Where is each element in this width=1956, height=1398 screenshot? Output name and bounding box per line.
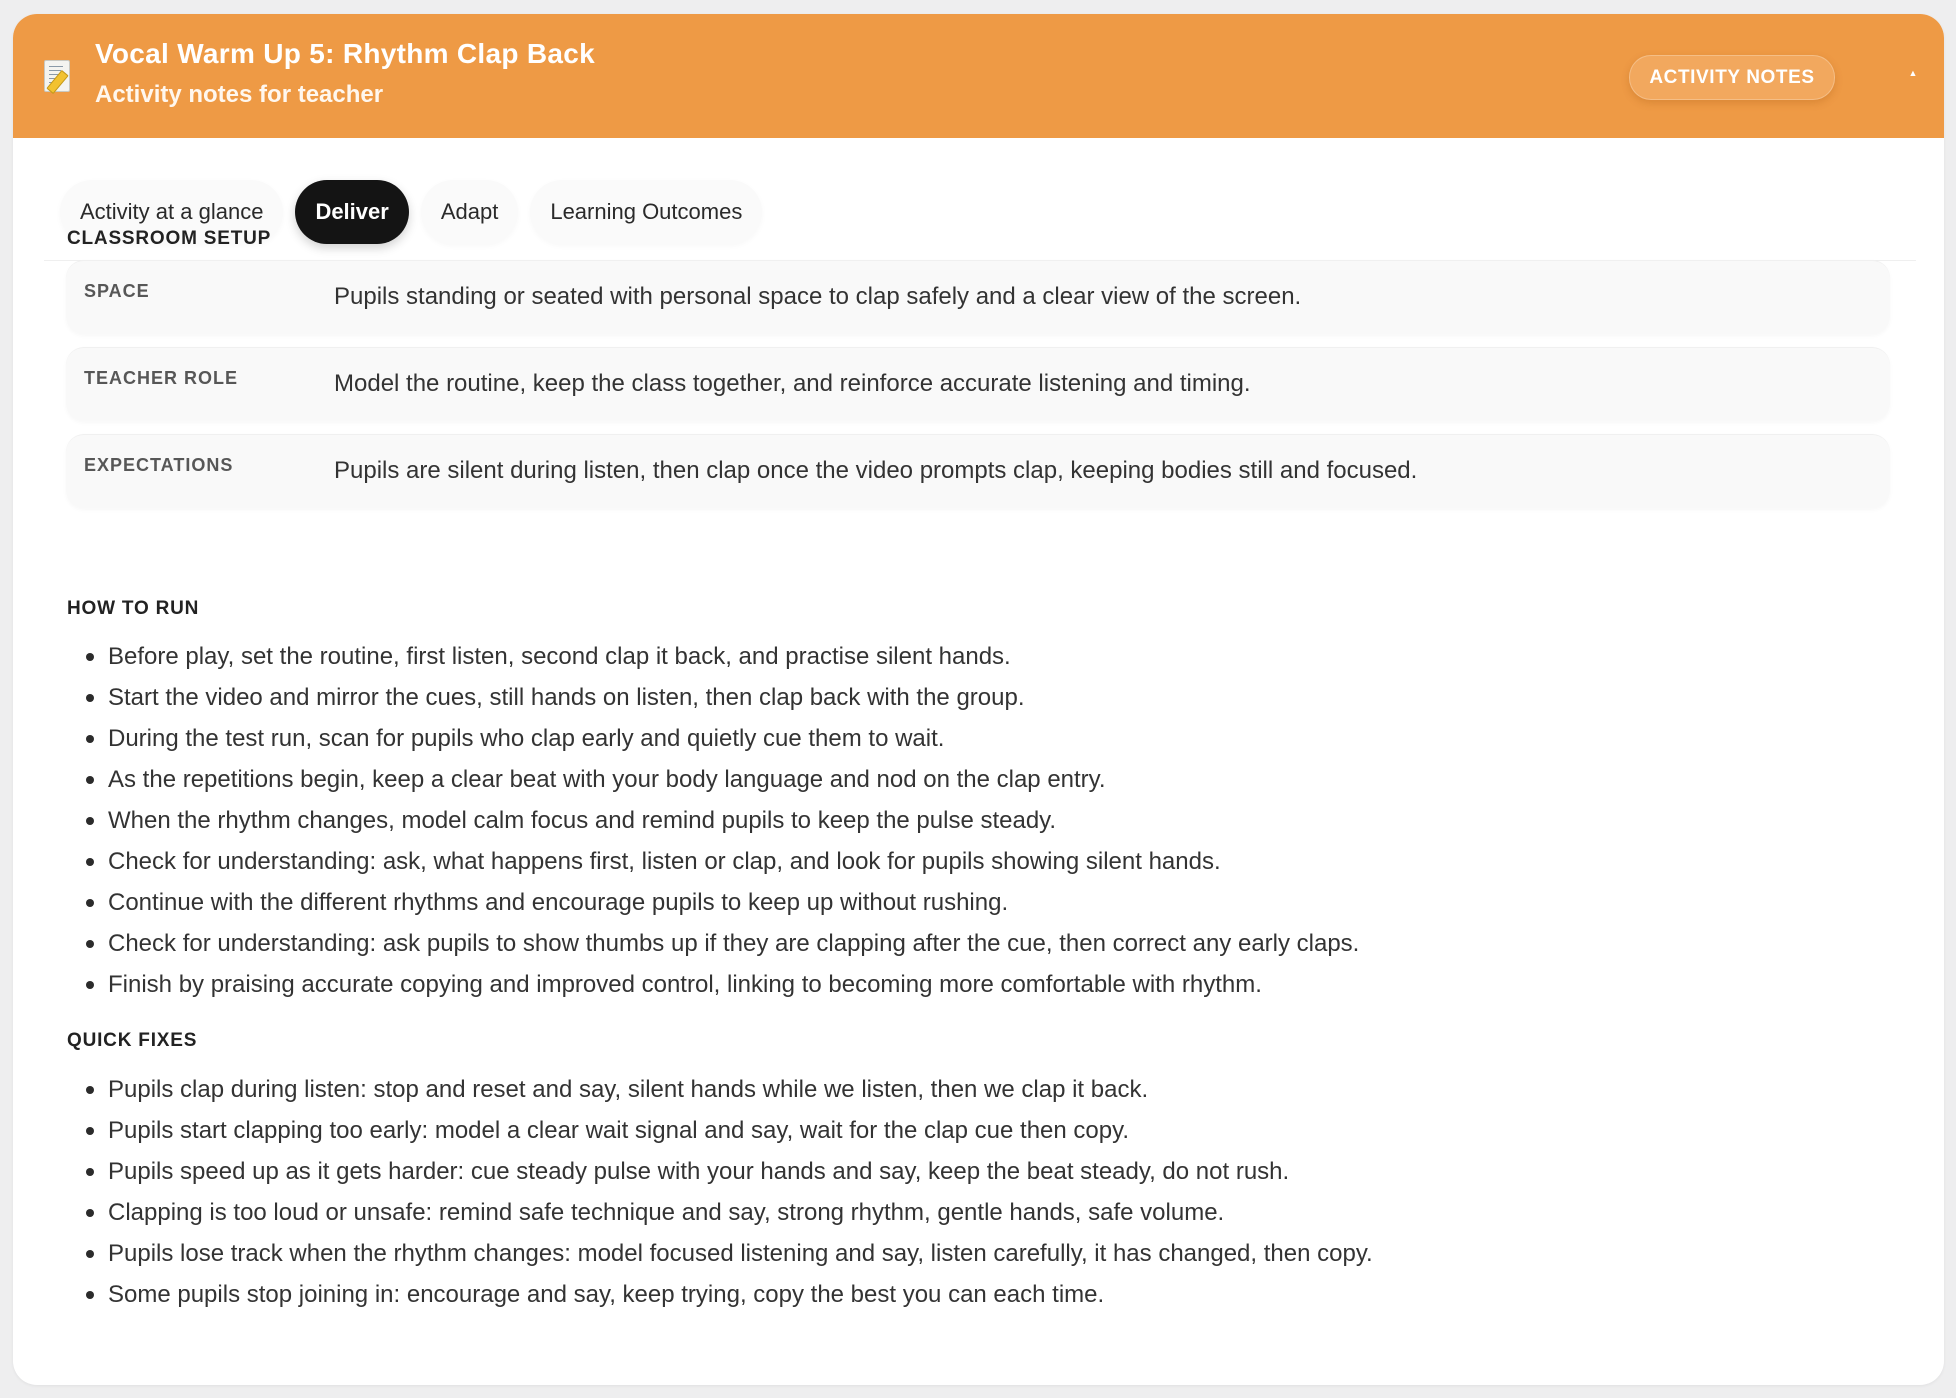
activity-notes-button[interactable]: ACTIVITY NOTES (1629, 55, 1835, 100)
list-item: Pupils lose track when the rhythm changes: model focused listening and say, listen carefully, it has changed, then copy. (76, 1233, 1373, 1274)
list-item: Finish by praising accurate copying and improved control, linking to becoming more comfortable with rhythm. (76, 964, 1359, 1005)
setup-label: TEACHER ROLE (84, 368, 239, 388)
quick-fixes-list (76, 1069, 1373, 1315)
setup-row-space (66, 260, 1890, 334)
section-title-classroom-setup: CLASSROOM SETUP (67, 228, 272, 249)
memo-icon (41, 58, 75, 94)
tab-learning-outcomes[interactable]: Learning Outcomes (530, 180, 762, 244)
setup-value: Pupils are silent during listen, then clap once the video prompts clap, keeping bodies still and focused. (334, 457, 1418, 484)
list-item: Clapping is too loud or unsafe: remind safe technique and say, strong rhythm, gentle hands, safe volume. (76, 1192, 1373, 1233)
list-item: During the test run, scan for pupils who clap early and quietly cue them to wait. (76, 718, 1359, 759)
setup-value: Model the routine, keep the class together, and reinforce accurate listening and timing. (334, 370, 1251, 397)
section-title-quick-fixes: QUICK FIXES (67, 1030, 198, 1051)
section-title-how-to-run: HOW TO RUN (67, 598, 200, 619)
list-item: Check for understanding: ask pupils to show thumbs up if they are clapping after the cue, then correct any early claps. (76, 923, 1359, 964)
setup-label: SPACE (84, 281, 150, 301)
activity-subtitle: Activity notes for teacher (95, 81, 384, 108)
list-item: Start the video and mirror the cues, still hands on listen, then clap back with the group. (76, 677, 1359, 718)
list-item: Pupils start clapping too early: model a clear wait signal and say, wait for the clap cue then copy. (76, 1110, 1373, 1151)
list-item: Pupils speed up as it gets harder: cue steady pulse with your hands and say, keep the beat steady, do not rush. (76, 1151, 1373, 1192)
list-item: Some pupils stop joining in: encourage and say, keep trying, copy the best you can each time. (76, 1274, 1373, 1315)
list-item: Before play, set the routine, first listen, second clap it back, and practise silent hands. (76, 636, 1359, 677)
tab-activity-at-a-glance[interactable]: Activity at a glance (60, 180, 283, 244)
tab-deliver[interactable]: Deliver (295, 180, 408, 244)
card-header (13, 14, 1944, 138)
tab-adapt[interactable]: Adapt (421, 180, 519, 244)
setup-value: Pupils standing or seated with personal space to clap safely and a clear view of the screen. (334, 283, 1302, 310)
how-to-run-list (76, 636, 1359, 1005)
list-item: Continue with the different rhythms and encourage pupils to keep up without rushing. (76, 882, 1359, 923)
activity-notes-card (13, 14, 1944, 1385)
list-item: When the rhythm changes, model calm focus and remind pupils to keep the pulse steady. (76, 800, 1359, 841)
caret-up-icon[interactable]: ▲ (1908, 68, 1918, 78)
activity-title: Vocal Warm Up 5: Rhythm Clap Back (95, 38, 596, 69)
setup-row-expectations (66, 434, 1890, 508)
setup-label: EXPECTATIONS (84, 455, 234, 475)
list-item: Pupils clap during listen: stop and reset and say, silent hands while we listen, then we clap it back. (76, 1069, 1373, 1110)
list-item: Check for understanding: ask, what happens first, listen or clap, and look for pupils showing silent hands. (76, 841, 1359, 882)
setup-row-teacher-role (66, 347, 1890, 421)
list-item: As the repetitions begin, keep a clear beat with your body language and nod on the clap entry. (76, 759, 1359, 800)
